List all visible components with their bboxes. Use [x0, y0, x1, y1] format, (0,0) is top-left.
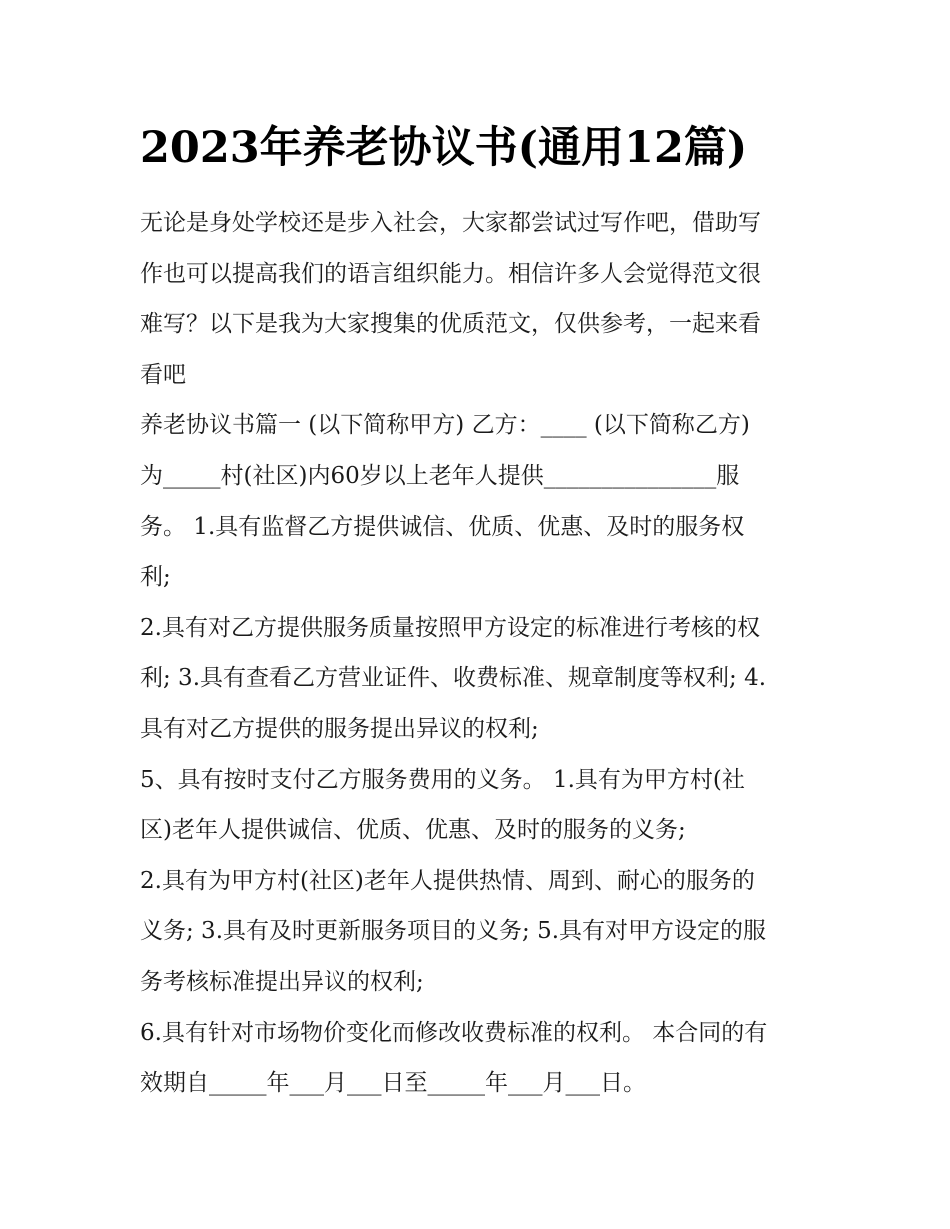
paragraph-line: 无论是身处学校还是步入社会，大家都尝试过写作吧，借助写 — [140, 210, 761, 236]
paragraph-line: 看吧 — [140, 361, 186, 388]
paragraph-line: 养老协议书篇一 (以下简称甲方) 乙方：____ (以下简称乙方) — [140, 412, 750, 439]
paragraph-line: 作也可以提高我们的语言组织能力。相信许多人会觉得范文很 — [140, 260, 761, 287]
paragraph-line: 具有对乙方提供的服务提出异议的权利; — [140, 715, 539, 742]
paragraph-line: 为_____村(社区)内60岁以上老年人提供_______________服 — [140, 462, 740, 489]
paragraph-line: 务考核标准提出异议的权利; — [140, 968, 424, 995]
paragraph-line: 利; 3.具有查看乙方营业证件、收费标准、规章制度等权利; 4. — [140, 665, 767, 692]
paragraph-line: 效期自_____年___月___日至_____年___月___日。 — [140, 1070, 646, 1097]
paragraph-line: 义务; 3.具有及时更新服务项目的义务; 5.具有对甲方设定的服 — [140, 918, 767, 945]
paragraph-line: 6.具有针对市场物价变化而修改收费标准的权利。 本合同的有 — [140, 1019, 768, 1046]
paragraph-line: 务。 1.具有监督乙方提供诚信、优质、优惠、及时的服务权 — [140, 513, 745, 540]
document-body — [140, 198, 812, 1109]
paragraph-line: 2.具有为甲方村(社区)老年人提供热情、周到、耐心的服务的 — [140, 867, 755, 894]
paragraph-line: 难写？以下是我为大家搜集的优质范文，仅供参考，一起来看 — [140, 311, 761, 338]
paragraph-line: 利; — [140, 564, 171, 591]
paragraph-line: 区)老年人提供诚信、优质、优惠、及时的服务的义务; — [140, 817, 686, 844]
paragraph-line: 5、具有按时支付乙方服务费用的义务。 1.具有为甲方村(社 — [140, 766, 745, 793]
paragraph-line: 2.具有对乙方提供服务质量按照甲方设定的标准进行考核的权 — [140, 614, 760, 641]
page-title: 2023年养老协议书(通用12篇) — [140, 123, 748, 173]
